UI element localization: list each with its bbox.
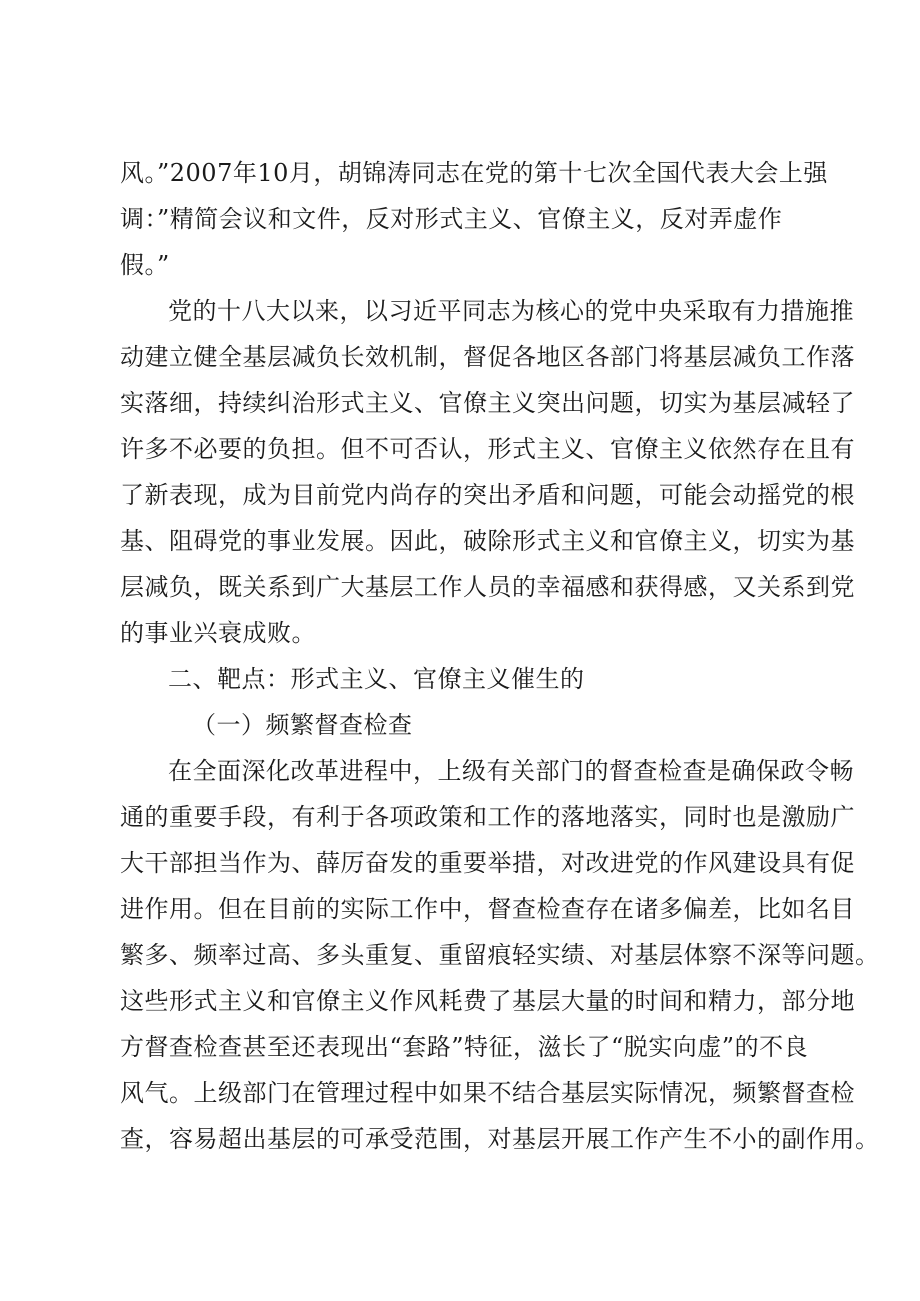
text-line: 假。” — [120, 251, 170, 279]
text-line: 许多不必要的负担。但不可否认，形式主义、官僚主义依然存在且有 — [120, 435, 855, 463]
text-line: 了新表现，成为目前党内尚存的突出矛盾和问题，可能会动摇党的根 — [120, 481, 855, 509]
text-line: 这些形式主义和官僚主义作风耗费了基层大量的时间和精力，部分地 — [120, 987, 855, 1015]
section-heading: 二、靶点：形式主义、官僚主义催生的 — [168, 665, 585, 693]
text-line: 通的重要手段，有利于各项政策和工作的落地落实，同时也是激励广 — [120, 803, 855, 831]
text-line: 方督查检查甚至还表现出“套路”特征，滋长了“脱实向虚”的不良 — [120, 1033, 809, 1061]
text-line: 动建立健全基层减负长效机制，督促各地区各部门将基层减负工作落 — [120, 343, 855, 371]
text-line: 基、阻碍党的事业发展。因此，破除形式主义和官僚主义，切实为基 — [120, 527, 855, 555]
text-line: 进作用。但在目前的实际工作中，督查检查存在诸多偏差，比如名目 — [120, 895, 855, 923]
text-line: 调：”精简会议和文件，反对形式主义、官僚主义，反对弄虚作 — [120, 205, 783, 233]
text-line: 查，容易超出基层的可承受范围，对基层开展工作产生不小的副作用。 — [120, 1125, 880, 1153]
document-body — [120, 150, 880, 1162]
paragraph-intro — [120, 150, 828, 288]
text-line: 风。”2007年10月，胡锦涛同志在党的第十七次全国代表大会上强 — [120, 159, 828, 187]
text-line: 在全面深化改革进程中，上级有关部门的督查检查是确保政令畅 — [168, 757, 854, 785]
text-line: 党的十八大以来，以习近平同志为核心的党中央采取有力措施推 — [168, 297, 854, 325]
text-line: 的事业兴衰成败。 — [120, 619, 316, 647]
text-line: 层减负，既关系到广大基层工作人员的幸福感和获得感，又关系到党 — [120, 573, 855, 601]
subsection-heading: （一）频繁督查检查 — [192, 711, 413, 739]
text-line: 风气。上级部门在管理过程中如果不结合基层实际情况，频繁督查检 — [120, 1079, 855, 1107]
text-line: 大干部担当作为、薛厉奋发的重要举措，对改进党的作风建设具有促 — [120, 849, 855, 877]
text-line: 实落细，持续纠治形式主义、官僚主义突出问题，切实为基层减轻了 — [120, 389, 855, 417]
paragraph-inspection — [120, 748, 880, 1162]
paragraph-eighteenth-congress — [120, 288, 855, 656]
text-line: 繁多、频率过高、多头重复、重留痕轻实绩、对基层体察不深等问题。 — [120, 941, 880, 969]
